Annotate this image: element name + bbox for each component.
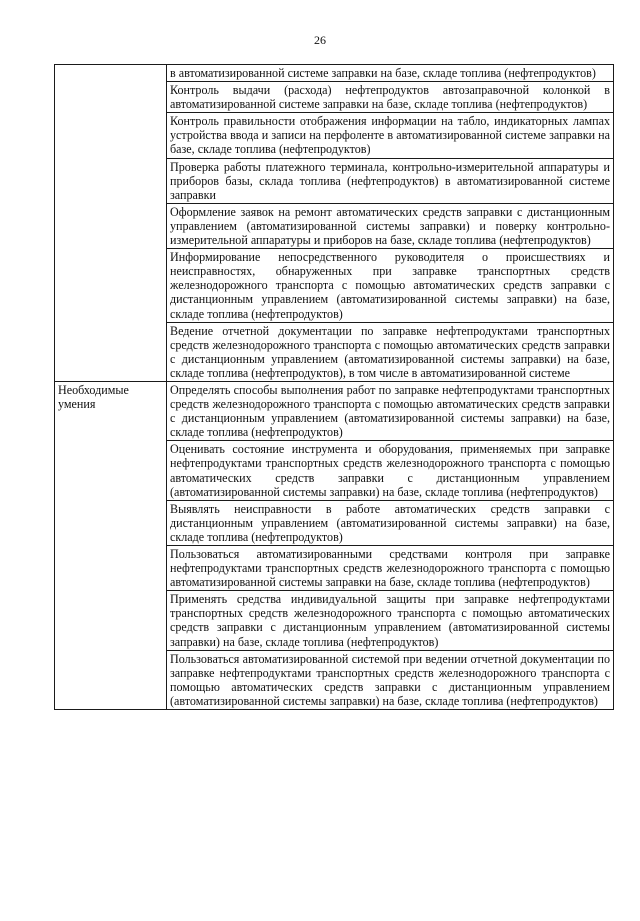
- table-cell: Ведение отчетной документации по заправке нефтепродуктами транспортных средств железнодорожного транспорта с помощью автоматических средств заправки с дистанционным управлением (автоматизированной системы заправки) на базе, складе топлива (нефтепродуктов), в том числе в автоматизированной системе: [167, 322, 614, 381]
- table-cell: Контроль выдачи (расхода) нефтепродуктов автозаправочной колонкой в автоматизированной системе заправки на базе, складе топлива (нефтепродуктов): [167, 82, 614, 113]
- table-row: [55, 65, 614, 82]
- table-cell: Выявлять неисправности в работе автоматических средств заправки с дистанционным управлением (автоматизированной системы заправки) на базе, складе топлива (нефтепродуктов): [167, 500, 614, 545]
- table-cell: в автоматизированной системе заправки на базе, складе топлива (нефтепродуктов): [167, 65, 614, 82]
- table-cell: Контроль правильности отображения информации на табло, индикаторных лампах устройства ввода и записи на перфоленте в автоматизированной системе заправки на базе, складе топлива (нефтепродуктов): [167, 113, 614, 158]
- skills-table: [54, 64, 614, 710]
- table-cell: Информирование непосредственного руководителя о происшествиях и неисправностях, обнаруженных при заправке транспортных средств железнодорожного транспорта с помощью автоматических средств заправки с дистанционным управлением (автоматизированной системы заправки) на базе, складе топлива (нефтепродуктов): [167, 249, 614, 322]
- table-cell: Пользоваться автоматизированными средствами контроля при заправке нефтепродуктами транспортных средств железнодорожного транспорта с помощью автоматизированной системы заправки на базе, складе топлива (нефтепродуктов): [167, 546, 614, 591]
- table-cell: Определять способы выполнения работ по заправке нефтепродуктами транспортных средств железнодорожного транспорта с помощью автоматических средств заправки с дистанционным управлением (автоматизированной системы заправки) на базе, складе топлива (нефтепродуктов): [167, 381, 614, 440]
- page-number: 26: [314, 33, 326, 47]
- table-cell: Оформление заявок на ремонт автоматических средств заправки с дистанционным управлением (автоматизированной системы заправки) и поверку контрольно-измерительной аппаратуры и приборов на базе, складе топлива (нефтепродуктов): [167, 203, 614, 248]
- section-label-cell: [55, 381, 167, 709]
- table-row: [55, 381, 614, 440]
- table-cell: Проверка работы платежного терминала, контрольно-измерительной аппаратуры и приборов базы, склада топлива (нефтепродуктов) в автоматизированной системе заправки: [167, 158, 614, 203]
- section-label-required-skills: Необходимые умения: [58, 382, 129, 412]
- table-cell: Применять средства индивидуальной защиты при заправке нефтепродуктами транспортных средств железнодорожного транспорта с помощью автоматических средств заправки с дистанционным управлением (автоматизированной системы заправки) на базе, складе топлива (нефтепродуктов): [167, 591, 614, 650]
- section-label-cell: [55, 65, 167, 382]
- table-cell: Пользоваться автоматизированной системой при ведении отчетной документации по заправке нефтепродуктами транспортных средств железнодорожного транспорта с помощью автоматических средств заправки с дистанционным управлением (автоматизированной системы заправки) на базе, складе топлива (нефтепродуктов): [167, 650, 614, 709]
- table-cell: Оценивать состояние инструмента и оборудования, применяемых при заправке нефтепродуктами транспортных средств железнодорожного транспорта с помощью автоматических средств заправки с дистанционным управлением (автоматизированной системы заправки) на базе, складе топлива (нефтепродуктов): [167, 441, 614, 500]
